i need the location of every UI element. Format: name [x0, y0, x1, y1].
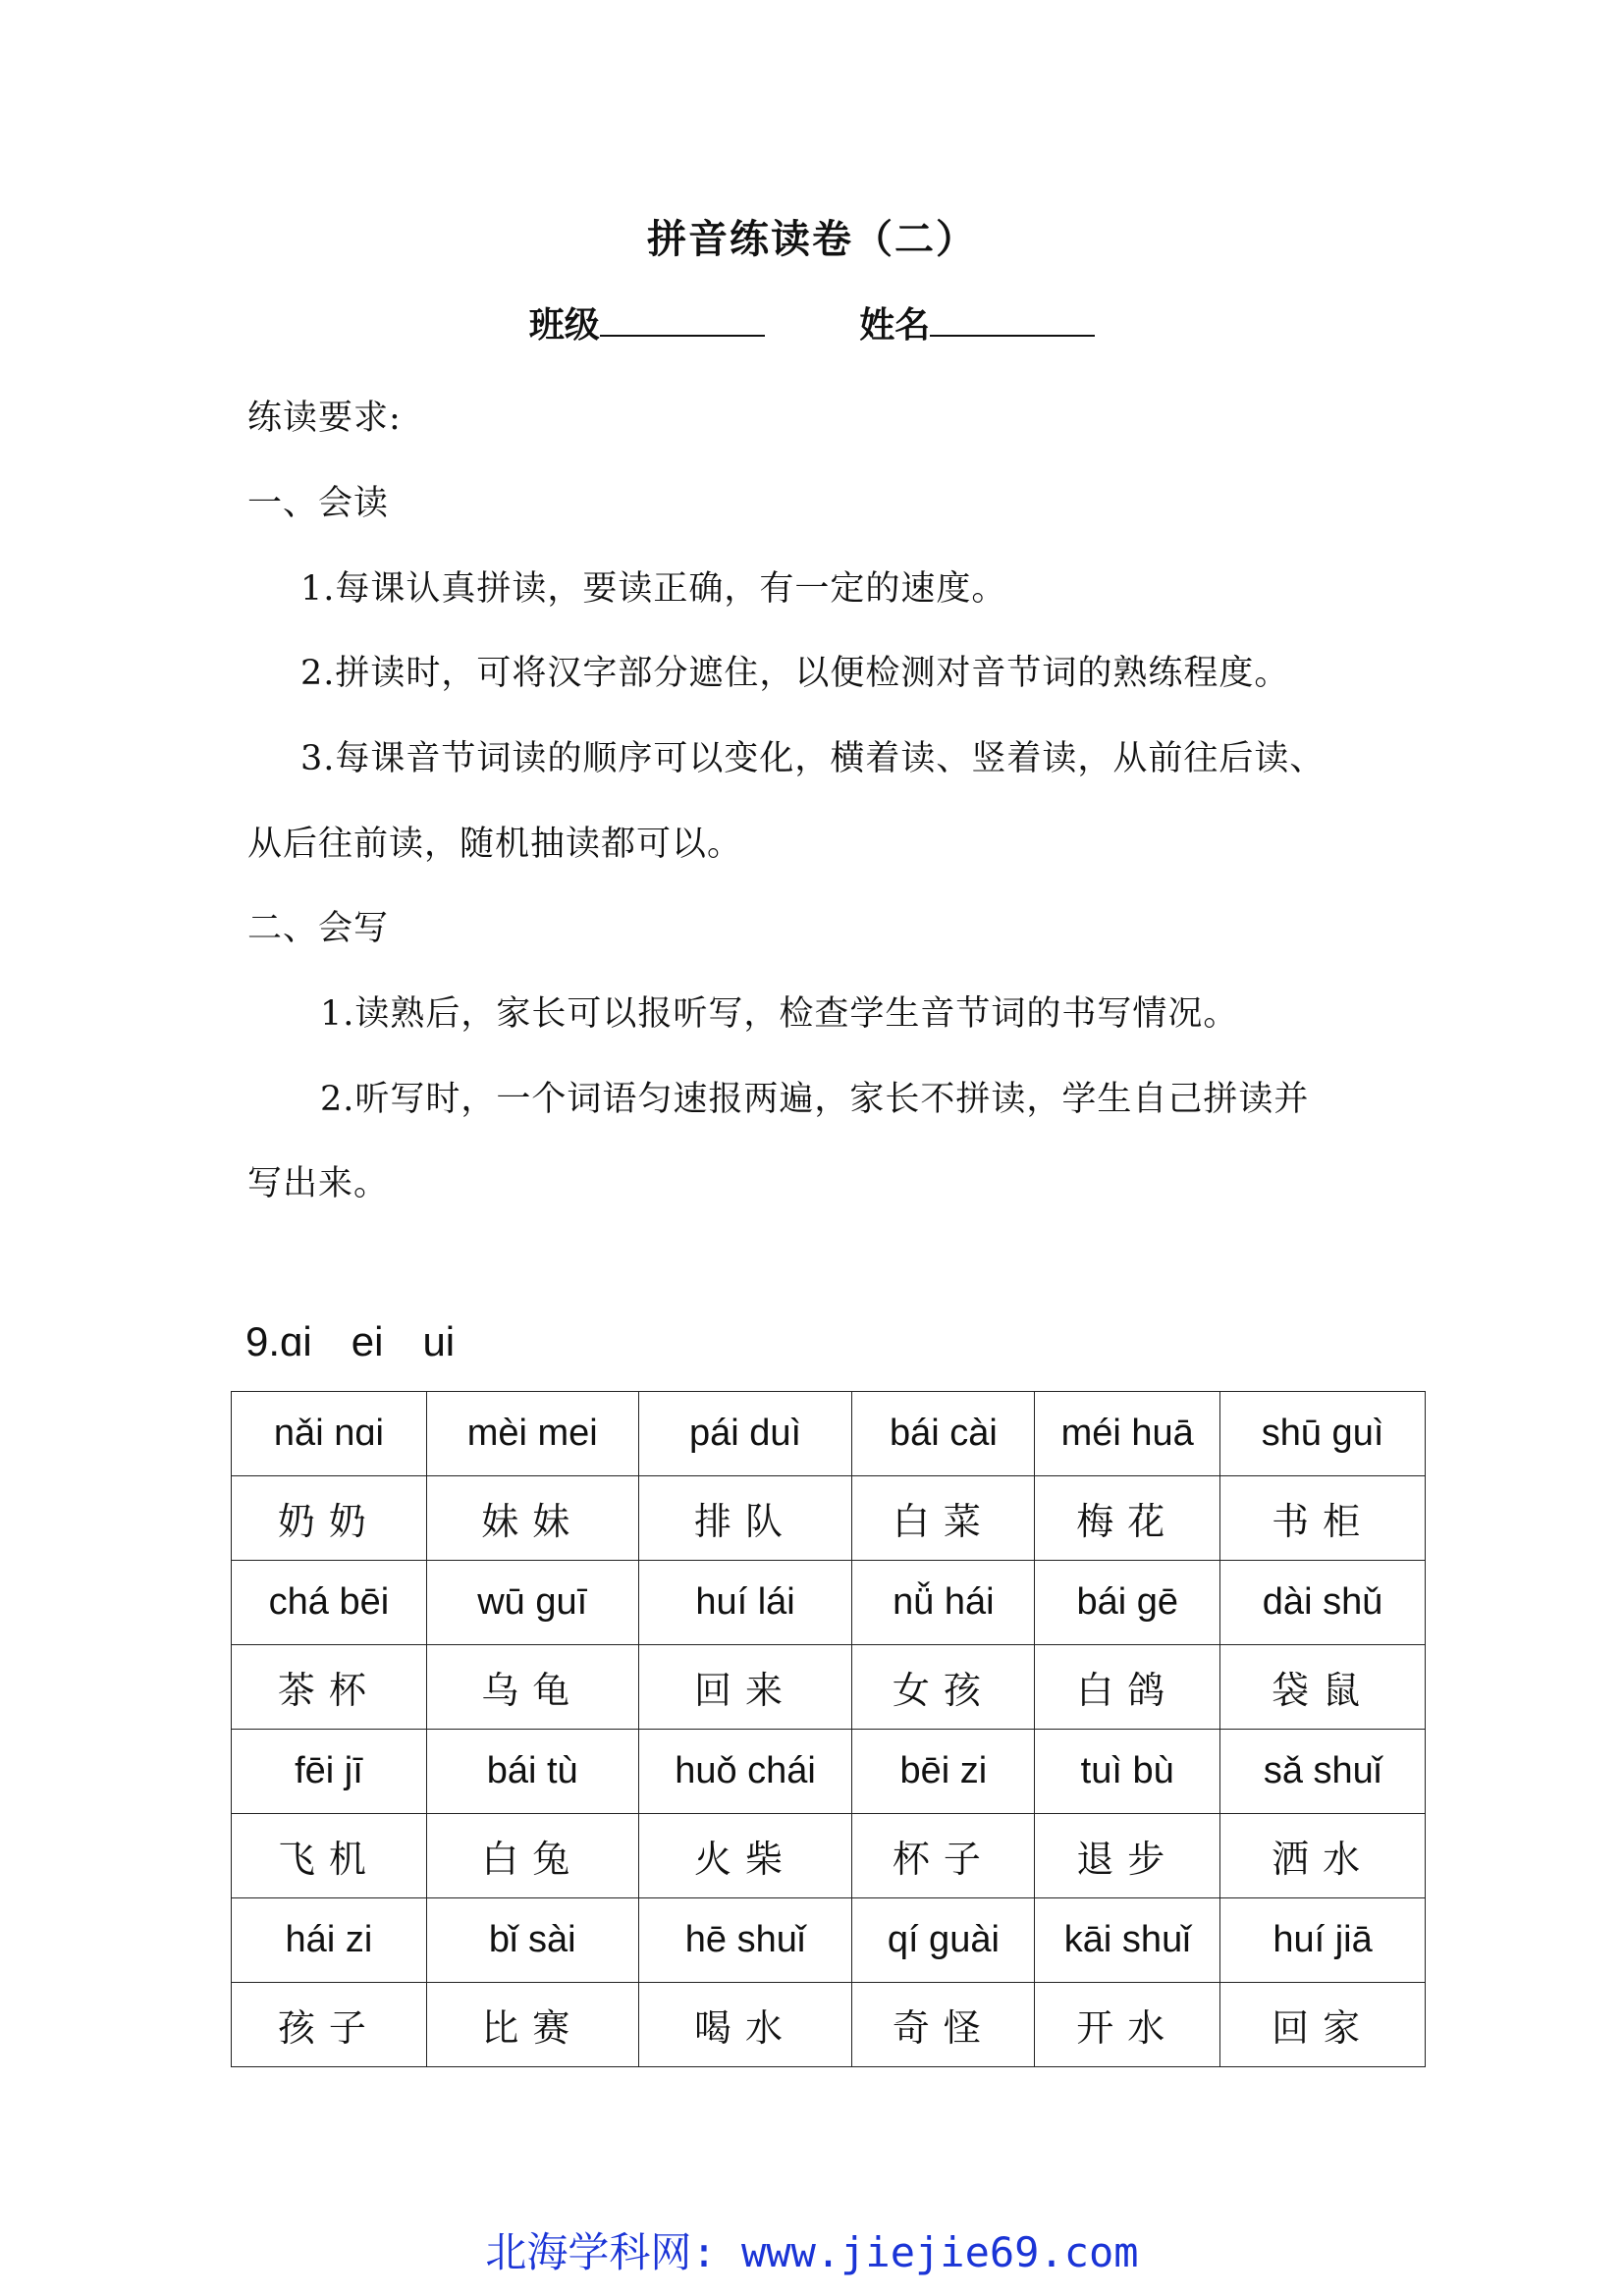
hanzi-cell: 袋鼠 — [1220, 1645, 1426, 1730]
hanzi-cell: 女孩 — [852, 1645, 1035, 1730]
name-blank — [930, 299, 1095, 337]
write-item: 1.读熟后，家长可以报听写，检查学生音节词的书写情况。 — [320, 994, 1239, 1034]
hanzi-cell: 火柴 — [638, 1814, 852, 1898]
hanzi-cell: 洒水 — [1220, 1814, 1426, 1898]
pinyin-cell: shū guì — [1220, 1392, 1426, 1476]
hanzi-cell: 排队 — [638, 1476, 852, 1561]
pinyin-cell: huí jiā — [1220, 1898, 1426, 1983]
write-heading: 二、会写 — [247, 909, 390, 948]
pinyin-cell: huǒ chái — [638, 1730, 852, 1814]
pinyin-cell: nǚ hái — [852, 1561, 1035, 1645]
pinyin-row — [232, 1561, 1426, 1645]
pinyin-cell: fēi jī — [232, 1730, 427, 1814]
name-label: 姓名 — [859, 304, 931, 346]
hanzi-cell: 孩子 — [232, 1983, 427, 2067]
pinyin-cell: hē shuǐ — [638, 1898, 852, 1983]
hanzi-cell: 奇怪 — [852, 1983, 1035, 2067]
pinyin-cell: huí lái — [638, 1561, 852, 1645]
pinyin-row — [232, 1730, 1426, 1814]
pinyin-row — [232, 1898, 1426, 1983]
pinyin-cell: bái cài — [852, 1392, 1035, 1476]
read-item: 3.每课音节词读的顺序可以变化，横着读、竖着读，从前往后读、 — [300, 739, 1326, 778]
pinyin-cell: hái zi — [232, 1898, 427, 1983]
hanzi-row — [232, 1645, 1426, 1730]
hanzi-row — [232, 1983, 1426, 2067]
unit-sound: ei — [351, 1318, 384, 1364]
unit-sound: ui — [422, 1318, 456, 1364]
pinyin-cell: bǐ sài — [426, 1898, 638, 1983]
pinyin-cell: méi huā — [1035, 1392, 1220, 1476]
pinyin-cell: bái tù — [426, 1730, 638, 1814]
requirements-heading: 练读要求: — [247, 399, 402, 438]
page-title: 拼音练读卷（二） — [647, 216, 977, 262]
pinyin-cell: mèi mei — [426, 1392, 638, 1476]
hanzi-cell: 比赛 — [426, 1983, 638, 2067]
pinyin-row — [232, 1392, 1426, 1476]
hanzi-row — [232, 1476, 1426, 1561]
pinyin-cell: bái gē — [1035, 1561, 1220, 1645]
site-footer: 北海学科网: www.jiejie69.com — [485, 2228, 1139, 2276]
pinyin-cell: pái duì — [638, 1392, 852, 1476]
write-item: 2.听写时，一个词语匀速报两遍，家长不拼读，学生自己拼读并 — [320, 1080, 1310, 1119]
pinyin-cell: sǎ shuǐ — [1220, 1730, 1426, 1814]
name-line — [0, 297, 1624, 347]
read-item: 1.每课认真拼读，要读正确，有一定的速度。 — [300, 569, 1007, 609]
hanzi-cell: 茶杯 — [232, 1645, 427, 1730]
hanzi-row — [232, 1814, 1426, 1898]
hanzi-cell: 妹妹 — [426, 1476, 638, 1561]
pinyin-cell: tuì bù — [1035, 1730, 1220, 1814]
hanzi-cell: 白菜 — [852, 1476, 1035, 1561]
hanzi-cell: 书柜 — [1220, 1476, 1426, 1561]
write-item-continued: 写出来。 — [247, 1164, 390, 1203]
class-label: 班级 — [528, 304, 600, 346]
pinyin-cell: kāi shuǐ — [1035, 1898, 1220, 1983]
unit-number: 9. — [245, 1318, 281, 1364]
hanzi-cell: 白兔 — [426, 1814, 638, 1898]
hanzi-cell: 梅花 — [1035, 1476, 1220, 1561]
read-item: 2.拼读时，可将汉字部分遮住，以便检测对音节词的熟练程度。 — [300, 654, 1290, 693]
pinyin-cell: qí guài — [852, 1898, 1035, 1983]
read-item-continued: 从后往前读，随机抽读都可以。 — [247, 825, 743, 864]
hanzi-cell: 乌龟 — [426, 1645, 638, 1730]
unit-sound: ɑi — [280, 1318, 312, 1364]
hanzi-cell: 开水 — [1035, 1983, 1220, 2067]
pinyin-cell: bēi zi — [852, 1730, 1035, 1814]
word-table — [231, 1391, 1426, 2067]
pinyin-cell: chá bēi — [232, 1561, 427, 1645]
hanzi-cell: 回家 — [1220, 1983, 1426, 2067]
hanzi-cell: 奶奶 — [232, 1476, 427, 1561]
class-blank — [600, 299, 765, 337]
read-heading: 一、会读 — [247, 484, 390, 523]
pinyin-cell: wū guī — [426, 1561, 638, 1645]
hanzi-cell: 喝水 — [638, 1983, 852, 2067]
hanzi-cell: 回来 — [638, 1645, 852, 1730]
hanzi-cell: 杯子 — [852, 1814, 1035, 1898]
pinyin-cell: nǎi nɑi — [232, 1392, 427, 1476]
pinyin-cell: dài shǔ — [1220, 1561, 1426, 1645]
hanzi-cell: 飞机 — [232, 1814, 427, 1898]
hanzi-cell: 退步 — [1035, 1814, 1220, 1898]
unit-heading — [245, 1318, 494, 1365]
hanzi-cell: 白鸽 — [1035, 1645, 1220, 1730]
